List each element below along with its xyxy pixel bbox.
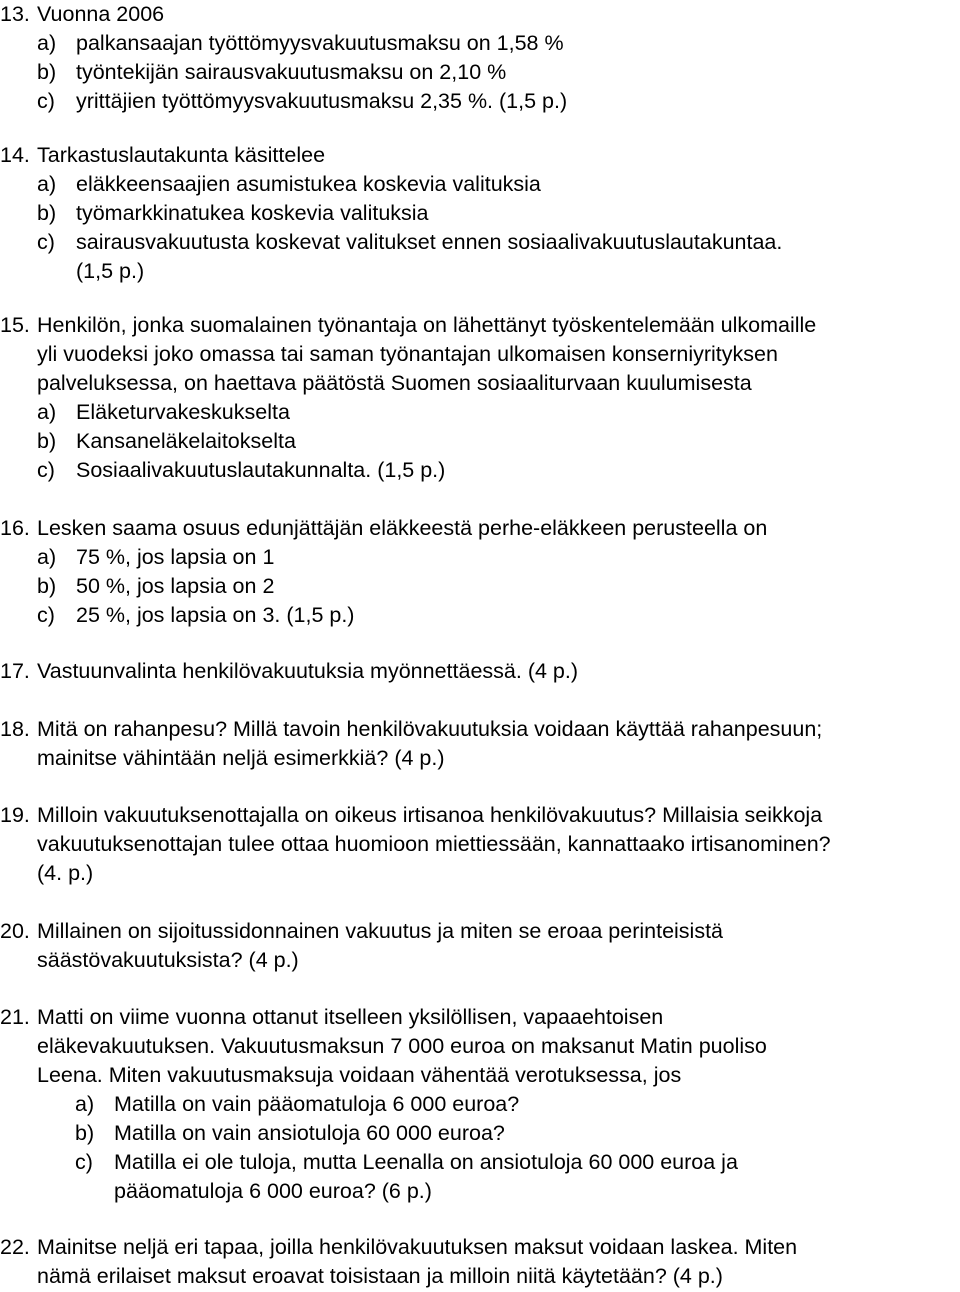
question-number: 13. bbox=[0, 2, 30, 26]
option-text: sairausvakuutusta koskevat valitukset ennen sosiaalivakuutuslautakuntaa. bbox=[76, 230, 783, 254]
question-number: 22. bbox=[0, 1235, 30, 1259]
question-text: eläkevakuutuksen. Vakuutusmaksun 7 000 euroa on maksanut Matin puoliso bbox=[37, 1034, 767, 1058]
option-label: a) bbox=[37, 545, 57, 569]
option-text: eläkkeensaajien asumistukea koskevia valituksia bbox=[76, 172, 541, 196]
question-text: Tarkastuslautakunta käsittelee bbox=[37, 143, 326, 167]
question-text: mainitse vähintään neljä esimerkkiä? (4 p.) bbox=[37, 746, 445, 770]
option-label: c) bbox=[75, 1150, 93, 1174]
question-text: säästövakuutuksista? (4 p.) bbox=[37, 948, 299, 972]
question-text: Vastuunvalinta henkilövakuutuksia myönnettäessä. (4 p.) bbox=[37, 659, 578, 683]
option-text: Eläketurvakeskukselta bbox=[76, 400, 290, 424]
question-text: Matti on viime vuonna ottanut itselleen yksilöllisen, vapaaehtoisen bbox=[37, 1005, 664, 1029]
option-label: c) bbox=[37, 458, 55, 482]
option-label: b) bbox=[37, 60, 57, 84]
option-label: c) bbox=[37, 603, 55, 627]
option-label: b) bbox=[37, 429, 57, 453]
option-label: b) bbox=[37, 201, 57, 225]
option-label: a) bbox=[37, 31, 57, 55]
option-label: b) bbox=[75, 1121, 95, 1145]
option-label: c) bbox=[37, 89, 55, 113]
option-label: a) bbox=[37, 172, 57, 196]
option-text: Kansaneläkelaitokselta bbox=[76, 429, 296, 453]
option-text: työmarkkinatukea koskevia valituksia bbox=[76, 201, 429, 225]
question-text: palveluksessa, on haettava päätöstä Suomen sosiaaliturvaan kuulumisesta bbox=[37, 371, 752, 395]
question-text: Mitä on rahanpesu? Millä tavoin henkilövakuutuksia voidaan käyttää rahanpesuun; bbox=[37, 717, 823, 741]
option-text: (1,5 p.) bbox=[76, 259, 145, 283]
question-text: Vuonna 2006 bbox=[37, 2, 165, 26]
question-number: 19. bbox=[0, 803, 30, 827]
option-text: Matilla on vain pääomatuloja 6 000 euroa? bbox=[114, 1092, 520, 1116]
question-number: 17. bbox=[0, 659, 30, 683]
option-label: a) bbox=[75, 1092, 95, 1116]
question-text: Mainitse neljä eri tapaa, joilla henkilövakuutuksen maksut voidaan laskea. Miten bbox=[37, 1235, 798, 1259]
question-text: yli vuodeksi joko omassa tai saman työnantajan ulkomaisen konserniyrityksen bbox=[37, 342, 778, 366]
option-text: yrittäjien työttömyysvakuutusmaksu 2,35 %. (1,5 p.) bbox=[76, 89, 568, 113]
option-text: 50 %, jos lapsia on 2 bbox=[76, 574, 275, 598]
option-text: Matilla ei ole tuloja, mutta Leenalla on ansiotuloja 60 000 euroa ja bbox=[114, 1150, 738, 1174]
option-label: c) bbox=[37, 230, 55, 254]
question-text: Milloin vakuutuksenottajalla on oikeus irtisanoa henkilövakuutus? Millaisia seikkoja bbox=[37, 803, 823, 827]
option-label: b) bbox=[37, 574, 57, 598]
question-text: (4. p.) bbox=[37, 861, 94, 885]
question-number: 18. bbox=[0, 717, 30, 741]
option-text: työntekijän sairausvakuutusmaksu on 2,10 % bbox=[76, 60, 507, 84]
option-label: a) bbox=[37, 400, 57, 424]
option-text: 25 %, jos lapsia on 3. (1,5 p.) bbox=[76, 603, 355, 627]
question-text: Millainen on sijoitussidonnainen vakuutus ja miten se eroaa perinteisistä bbox=[37, 919, 724, 943]
question-text: Henkilön, jonka suomalainen työnantaja on lähettänyt työskentelemään ulkomaille bbox=[37, 313, 817, 337]
option-text: pääomatuloja 6 000 euroa? (6 p.) bbox=[114, 1179, 432, 1203]
option-text: Sosiaalivakuutuslautakunnalta. (1,5 p.) bbox=[76, 458, 446, 482]
question-number: 14. bbox=[0, 143, 30, 167]
question-number: 16. bbox=[0, 516, 30, 540]
option-text: palkansaajan työttömyysvakuutusmaksu on 1,58 % bbox=[76, 31, 564, 55]
question-number: 20. bbox=[0, 919, 30, 943]
question-text: Lesken saama osuus edunjättäjän eläkkeestä perhe-eläkkeen perusteella on bbox=[37, 516, 768, 540]
option-text: Matilla on vain ansiotuloja 60 000 euroa? bbox=[114, 1121, 505, 1145]
question-number: 21. bbox=[0, 1005, 30, 1029]
question-text: Leena. Miten vakuutusmaksuja voidaan vähentää verotuksessa, jos bbox=[37, 1063, 682, 1087]
question-text: vakuutuksenottajan tulee ottaa huomioon miettiessään, kannattaako irtisanominen? bbox=[37, 832, 831, 856]
question-text: nämä erilaiset maksut eroavat toisistaan ja milloin niitä käytetään? (4 p.) bbox=[37, 1264, 723, 1288]
question-number: 15. bbox=[0, 313, 30, 337]
option-text: 75 %, jos lapsia on 1 bbox=[76, 545, 275, 569]
